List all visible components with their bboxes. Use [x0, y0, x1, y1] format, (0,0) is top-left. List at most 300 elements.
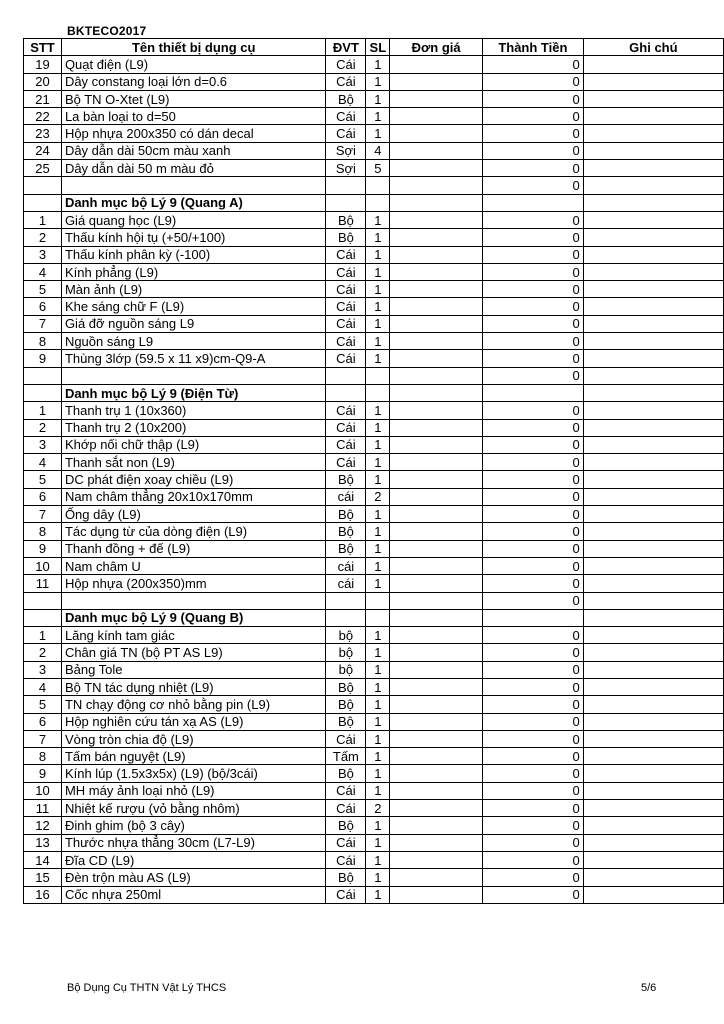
table-row [24, 661, 724, 678]
cell-stt: 25 [24, 160, 62, 177]
table-row [24, 246, 724, 263]
cell-unit: Cái [326, 246, 366, 263]
table-row [24, 402, 724, 419]
cell-qty: 2 [366, 488, 390, 505]
cell-price [390, 229, 483, 246]
cell-name: Thấu kính phân kỳ (-100) [61, 246, 326, 263]
cell-total: 0 [482, 142, 583, 159]
cell-unit: Bộ [326, 211, 366, 228]
table-row [24, 782, 724, 799]
cell-total: 0 [482, 229, 583, 246]
cell-name: Đinh ghim (bộ 3 cây) [61, 817, 326, 834]
cell-total: 0 [482, 419, 583, 436]
cell-note [583, 886, 723, 903]
cell-name: Thước nhựa thẳng 30cm (L7-L9) [61, 834, 326, 851]
cell-unit [326, 592, 366, 609]
cell-qty: 1 [366, 125, 390, 142]
cell-unit: Tấm [326, 748, 366, 765]
cell-qty: 1 [366, 886, 390, 903]
cell-name: TN chạy động cơ nhỏ bằng pin (L9) [61, 696, 326, 713]
cell-stt: 23 [24, 125, 62, 142]
cell-total: 0 [482, 851, 583, 868]
cell-name: Thấu kính hội tụ (+50/+100) [61, 229, 326, 246]
cell-stt [24, 384, 62, 401]
table-row [24, 229, 724, 246]
cell-qty: 1 [366, 523, 390, 540]
cell-note [583, 73, 723, 90]
cell-unit: Cái [326, 454, 366, 471]
cell-stt [24, 609, 62, 626]
table-row [24, 90, 724, 107]
cell-unit: Cái [326, 834, 366, 851]
section-row [24, 384, 724, 401]
cell-price [390, 678, 483, 695]
header-qty: SL [366, 39, 390, 56]
cell-price [390, 350, 483, 367]
cell-note [583, 281, 723, 298]
table-row [24, 557, 724, 574]
cell-unit: Cái [326, 125, 366, 142]
cell-unit: cái [326, 488, 366, 505]
cell-price [390, 782, 483, 799]
cell-price [390, 869, 483, 886]
cell-qty: 1 [366, 557, 390, 574]
cell-note [583, 488, 723, 505]
cell-unit: Bộ [326, 540, 366, 557]
cell-stt: 1 [24, 211, 62, 228]
cell-total: 0 [482, 73, 583, 90]
cell-note [583, 696, 723, 713]
cell-unit [326, 194, 366, 211]
cell-unit: Cái [326, 298, 366, 315]
cell-unit: Cái [326, 782, 366, 799]
cell-note [583, 56, 723, 73]
cell-note [583, 384, 723, 401]
cell-unit: bộ [326, 644, 366, 661]
cell-price [390, 108, 483, 125]
cell-name: Quạt điện (L9) [61, 56, 326, 73]
cell-note [583, 869, 723, 886]
cell-price [390, 834, 483, 851]
cell-note [583, 229, 723, 246]
cell-note [583, 730, 723, 747]
cell-stt: 2 [24, 644, 62, 661]
cell-stt: 5 [24, 471, 62, 488]
cell-total: 0 [482, 90, 583, 107]
table-row [24, 627, 724, 644]
cell-note [583, 367, 723, 384]
cell-price [390, 298, 483, 315]
cell-price [390, 557, 483, 574]
cell-total: 0 [482, 108, 583, 125]
cell-total: 0 [482, 315, 583, 332]
cell-price [390, 367, 483, 384]
cell-unit: Cái [326, 350, 366, 367]
table-header-row [24, 39, 724, 56]
cell-note [583, 471, 723, 488]
cell-stt: 4 [24, 678, 62, 695]
header-name: Tên thiết bị dụng cụ [61, 39, 326, 56]
cell-unit: Sợi [326, 160, 366, 177]
cell-note [583, 592, 723, 609]
cell-price [390, 471, 483, 488]
cell-price [390, 765, 483, 782]
table-row [24, 367, 724, 384]
cell-note [583, 263, 723, 280]
cell-total: 0 [482, 523, 583, 540]
cell-unit: Cái [326, 108, 366, 125]
cell-note [583, 333, 723, 350]
cell-price [390, 384, 483, 401]
cell-unit: Cái [326, 281, 366, 298]
cell-stt: 2 [24, 229, 62, 246]
cell-unit: bộ [326, 661, 366, 678]
cell-note [583, 851, 723, 868]
cell-qty: 4 [366, 142, 390, 159]
table-row [24, 644, 724, 661]
cell-total [482, 194, 583, 211]
cell-price [390, 90, 483, 107]
cell-name: Nam châm U [61, 557, 326, 574]
cell-total: 0 [482, 160, 583, 177]
cell-stt: 21 [24, 90, 62, 107]
cell-total: 0 [482, 765, 583, 782]
table-row [24, 592, 724, 609]
cell-price [390, 73, 483, 90]
cell-total: 0 [482, 713, 583, 730]
table-row [24, 765, 724, 782]
cell-stt [24, 177, 62, 194]
cell-stt [24, 592, 62, 609]
header-unit: ĐVT [326, 39, 366, 56]
cell-qty: 1 [366, 851, 390, 868]
cell-qty: 1 [366, 454, 390, 471]
cell-total: 0 [482, 661, 583, 678]
cell-note [583, 817, 723, 834]
cell-note [583, 540, 723, 557]
cell-total: 0 [482, 177, 583, 194]
cell-note [583, 315, 723, 332]
cell-unit: Cái [326, 73, 366, 90]
cell-qty: 1 [366, 696, 390, 713]
cell-stt: 19 [24, 56, 62, 73]
cell-name: Hộp nghiên cứu tán xạ AS (L9) [61, 713, 326, 730]
cell-note [583, 834, 723, 851]
cell-price [390, 800, 483, 817]
cell-price [390, 125, 483, 142]
cell-qty: 1 [366, 56, 390, 73]
cell-price [390, 713, 483, 730]
cell-name: Giá quang học (L9) [61, 211, 326, 228]
cell-note [583, 298, 723, 315]
cell-price [390, 211, 483, 228]
cell-qty: 1 [366, 419, 390, 436]
table-row [24, 886, 724, 903]
cell-total: 0 [482, 644, 583, 661]
cell-price [390, 540, 483, 557]
cell-unit: Bộ [326, 869, 366, 886]
cell-unit: Cái [326, 315, 366, 332]
cell-qty: 1 [366, 263, 390, 280]
cell-total: 0 [482, 263, 583, 280]
table-row [24, 488, 724, 505]
header-price: Đơn giá [390, 39, 483, 56]
cell-price [390, 419, 483, 436]
cell-total: 0 [482, 696, 583, 713]
cell-stt: 9 [24, 350, 62, 367]
table-row [24, 471, 724, 488]
cell-price [390, 454, 483, 471]
cell-note [583, 661, 723, 678]
cell-unit: Bộ [326, 678, 366, 695]
cell-stt: 8 [24, 333, 62, 350]
cell-name: Đèn trộn màu AS (L9) [61, 869, 326, 886]
header-note: Ghi chú [583, 39, 723, 56]
cell-name: Màn ảnh (L9) [61, 281, 326, 298]
cell-price [390, 142, 483, 159]
cell-note [583, 575, 723, 592]
cell-unit: cái [326, 557, 366, 574]
cell-stt [24, 194, 62, 211]
section-row [24, 194, 724, 211]
cell-stt: 9 [24, 765, 62, 782]
cell-total: 0 [482, 211, 583, 228]
table-row [24, 748, 724, 765]
cell-price [390, 194, 483, 211]
cell-unit [326, 177, 366, 194]
cell-total: 0 [482, 575, 583, 592]
table-row [24, 696, 724, 713]
cell-stt: 7 [24, 506, 62, 523]
cell-name: Thanh sắt non (L9) [61, 454, 326, 471]
cell-price [390, 851, 483, 868]
cell-qty: 1 [366, 298, 390, 315]
cell-stt: 6 [24, 298, 62, 315]
cell-name: Bộ TN O-Xtet (L9) [61, 90, 326, 107]
table-row [24, 177, 724, 194]
cell-note [583, 350, 723, 367]
cell-price [390, 263, 483, 280]
cell-total: 0 [482, 730, 583, 747]
table-row [24, 56, 724, 73]
table-row [24, 211, 724, 228]
cell-stt: 3 [24, 246, 62, 263]
cell-note [583, 160, 723, 177]
cell-note [583, 523, 723, 540]
cell-unit: Cái [326, 402, 366, 419]
cell-stt: 8 [24, 523, 62, 540]
cell-name: La bàn loại to d=50 [61, 108, 326, 125]
cell-qty: 1 [366, 229, 390, 246]
cell-unit: Cái [326, 851, 366, 868]
cell-name: Dây dẫn dài 50 m màu đỏ [61, 160, 326, 177]
cell-note [583, 765, 723, 782]
cell-total: 0 [482, 540, 583, 557]
table-row [24, 419, 724, 436]
cell-qty: 1 [366, 471, 390, 488]
cell-name: Tấm bán nguyệt (L9) [61, 748, 326, 765]
cell-qty [366, 384, 390, 401]
cell-price [390, 523, 483, 540]
cell-qty [366, 194, 390, 211]
cell-qty: 1 [366, 540, 390, 557]
cell-name: Tác dụng từ của dòng điện (L9) [61, 523, 326, 540]
cell-unit: Cái [326, 800, 366, 817]
cell-name [61, 592, 326, 609]
cell-qty [366, 609, 390, 626]
cell-price [390, 177, 483, 194]
cell-note [583, 436, 723, 453]
cell-note [583, 90, 723, 107]
cell-name: Bảng Tole [61, 661, 326, 678]
table-row [24, 540, 724, 557]
cell-unit: Bộ [326, 713, 366, 730]
cell-total [482, 609, 583, 626]
cell-total: 0 [482, 678, 583, 695]
cell-note [583, 194, 723, 211]
cell-name: MH máy ảnh loại nhỏ (L9) [61, 782, 326, 799]
table-row [24, 817, 724, 834]
table-row [24, 333, 724, 350]
cell-qty [366, 592, 390, 609]
cell-price [390, 748, 483, 765]
cell-unit [326, 609, 366, 626]
table-row [24, 263, 724, 280]
table-row [24, 869, 724, 886]
cell-name: Danh mục bộ Lý 9 (Quang B) [61, 609, 326, 626]
cell-stt: 13 [24, 834, 62, 851]
cell-name: Thùng 3lớp (59.5 x 11 x9)cm-Q9-A [61, 350, 326, 367]
cell-name: Dây constang loại lớn d=0.6 [61, 73, 326, 90]
company-name: BKTECO2017 [67, 24, 147, 38]
cell-stt: 8 [24, 748, 62, 765]
cell-name: Danh mục bộ Lý 9 (Điện Từ) [61, 384, 326, 401]
page-number: 5/6 [641, 982, 657, 994]
cell-name: Nam châm thẳng 20x10x170mm [61, 488, 326, 505]
cell-note [583, 713, 723, 730]
cell-qty: 1 [366, 661, 390, 678]
cell-qty: 5 [366, 160, 390, 177]
cell-total: 0 [482, 748, 583, 765]
cell-unit: Cái [326, 56, 366, 73]
cell-stt [24, 367, 62, 384]
cell-note [583, 108, 723, 125]
cell-unit: Bộ [326, 817, 366, 834]
cell-name: Dây dẫn dài 50cm màu xanh [61, 142, 326, 159]
cell-qty: 1 [366, 90, 390, 107]
cell-note [583, 748, 723, 765]
table-row [24, 454, 724, 471]
cell-total [482, 384, 583, 401]
table-row [24, 506, 724, 523]
table-row [24, 350, 724, 367]
cell-total: 0 [482, 592, 583, 609]
cell-stt: 6 [24, 488, 62, 505]
equipment-table [23, 38, 724, 904]
table-row [24, 713, 724, 730]
cell-total: 0 [482, 125, 583, 142]
cell-qty [366, 177, 390, 194]
cell-stt: 11 [24, 575, 62, 592]
cell-qty: 1 [366, 315, 390, 332]
table-row [24, 800, 724, 817]
cell-stt: 2 [24, 419, 62, 436]
section-row [24, 609, 724, 626]
table-row [24, 315, 724, 332]
cell-note [583, 644, 723, 661]
cell-unit [326, 384, 366, 401]
cell-price [390, 436, 483, 453]
cell-qty: 1 [366, 402, 390, 419]
cell-price [390, 661, 483, 678]
table-row [24, 678, 724, 695]
table-row [24, 160, 724, 177]
cell-total: 0 [482, 246, 583, 263]
cell-total: 0 [482, 436, 583, 453]
cell-qty: 1 [366, 350, 390, 367]
cell-note [583, 211, 723, 228]
cell-unit: Sợi [326, 142, 366, 159]
cell-total: 0 [482, 333, 583, 350]
table-row [24, 108, 724, 125]
cell-qty: 1 [366, 644, 390, 661]
table-row [24, 298, 724, 315]
cell-stt: 1 [24, 627, 62, 644]
cell-stt: 1 [24, 402, 62, 419]
cell-qty: 1 [366, 782, 390, 799]
cell-price [390, 609, 483, 626]
cell-total: 0 [482, 817, 583, 834]
header-stt: STT [24, 39, 62, 56]
table-row [24, 730, 724, 747]
table-row [24, 851, 724, 868]
cell-price [390, 56, 483, 73]
cell-unit: bộ [326, 627, 366, 644]
cell-name: Hộp nhựa (200x350)mm [61, 575, 326, 592]
cell-price [390, 506, 483, 523]
cell-unit: Bộ [326, 471, 366, 488]
cell-qty: 1 [366, 627, 390, 644]
cell-stt: 3 [24, 661, 62, 678]
cell-name: Kính lúp (1.5x3x5x) (L9) (bộ/3cái) [61, 765, 326, 782]
cell-name [61, 367, 326, 384]
cell-note [583, 177, 723, 194]
cell-stt: 4 [24, 454, 62, 471]
cell-name: DC phát điện xoay chiều (L9) [61, 471, 326, 488]
cell-name: Cốc nhựa 250ml [61, 886, 326, 903]
cell-total: 0 [482, 627, 583, 644]
cell-total: 0 [482, 471, 583, 488]
cell-qty: 1 [366, 730, 390, 747]
cell-qty: 1 [366, 436, 390, 453]
cell-unit: Bộ [326, 523, 366, 540]
cell-unit: Cái [326, 263, 366, 280]
cell-stt: 9 [24, 540, 62, 557]
cell-price [390, 696, 483, 713]
cell-note [583, 454, 723, 471]
cell-total: 0 [482, 886, 583, 903]
cell-total: 0 [482, 402, 583, 419]
cell-stt: 7 [24, 315, 62, 332]
cell-name: Vòng tròn chia độ (L9) [61, 730, 326, 747]
cell-unit: Cái [326, 730, 366, 747]
cell-stt: 6 [24, 713, 62, 730]
cell-price [390, 160, 483, 177]
cell-name: Khe sáng chữ F (L9) [61, 298, 326, 315]
cell-price [390, 886, 483, 903]
cell-stt: 22 [24, 108, 62, 125]
cell-qty: 1 [366, 211, 390, 228]
